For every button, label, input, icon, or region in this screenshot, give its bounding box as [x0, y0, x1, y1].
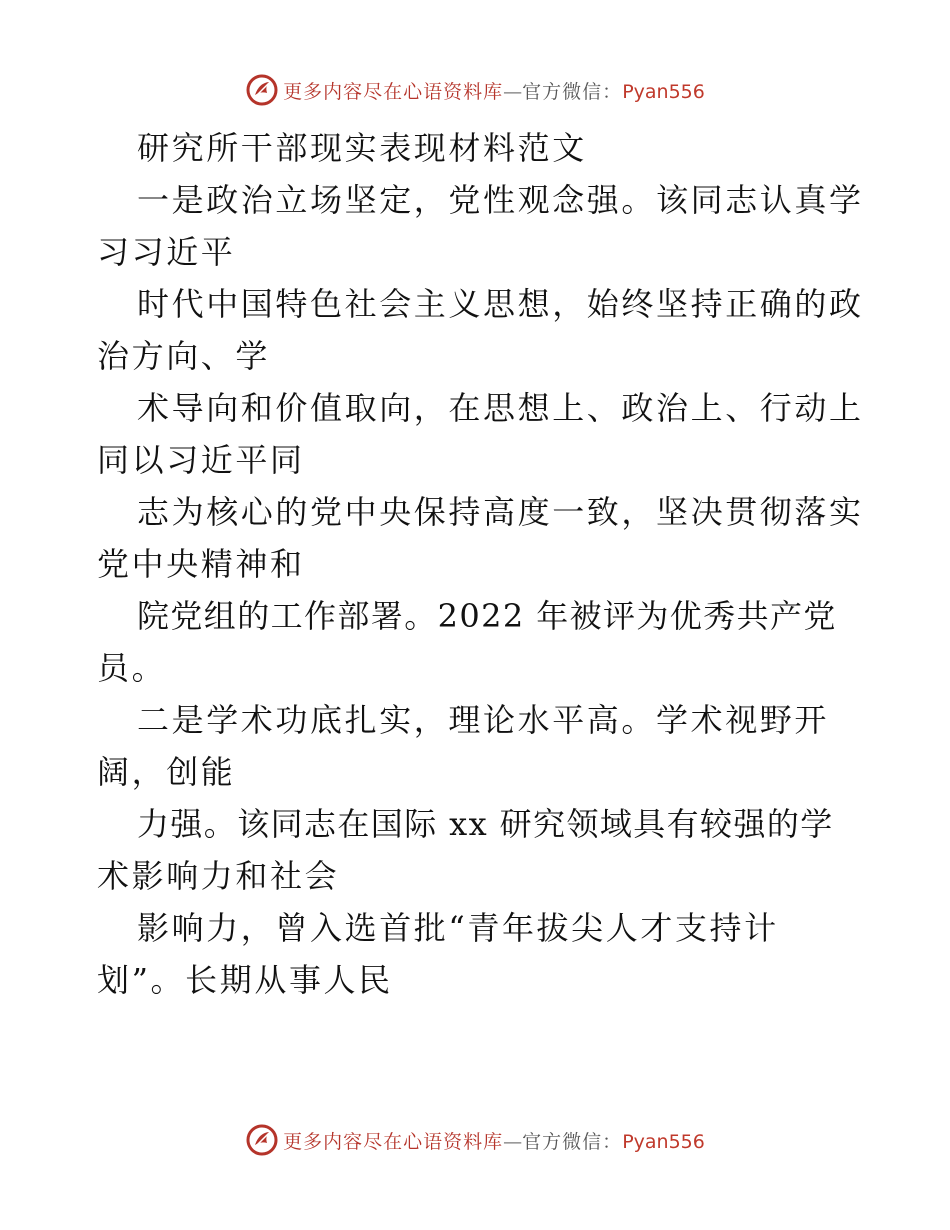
- paragraph-line: 影响力，曾入选首批“青年拔尖人才支持计: [137, 909, 779, 947]
- footer-banner: [0, 1120, 950, 1160]
- paragraph-line: 术导向和价值取向，在思想上、政治上、行动上: [137, 389, 864, 427]
- paragraph-line: 划”。长期从事人民: [97, 961, 393, 999]
- paragraph-line: 员。: [97, 649, 167, 687]
- paragraph-line: 力强。该同志在国际 xx 研究领域具有较强的学: [137, 805, 834, 843]
- paragraph-line: 院党组的工作部署。2022 年被评为优秀共产党: [137, 597, 837, 635]
- logo-icon: [245, 73, 279, 107]
- paragraph-line: 治方向、学: [97, 337, 271, 375]
- document-body: [97, 122, 864, 1006]
- paragraph-line: 一是政治立场坚定，党性观念强。该同志认真学: [137, 181, 864, 219]
- header-banner: [0, 70, 950, 110]
- paragraph-line: 时代中国特色社会主义思想，始终坚持正确的政: [137, 285, 864, 323]
- paragraph-line: 志为核心的党中央保持高度一致，坚决贯彻落实: [137, 493, 864, 531]
- banner-text: 更多内容尽在心语资料库—官方微信：Pyan556: [283, 80, 705, 103]
- paragraph-line: 党中央精神和: [97, 545, 305, 583]
- paragraph-line: 同以习近平同: [97, 441, 305, 479]
- logo-icon: [245, 1123, 279, 1157]
- paragraph-line: 术影响力和社会: [97, 857, 340, 895]
- banner-text: 更多内容尽在心语资料库—官方微信：Pyan556: [283, 1130, 705, 1153]
- paragraph-line: 习习近平: [97, 233, 236, 271]
- paragraph-line: 阔，创能: [97, 753, 236, 791]
- paragraph-line: 二是学术功底扎实，理论水平高。学术视野开: [137, 701, 830, 739]
- document-title: 研究所干部现实表现材料范文: [137, 129, 587, 167]
